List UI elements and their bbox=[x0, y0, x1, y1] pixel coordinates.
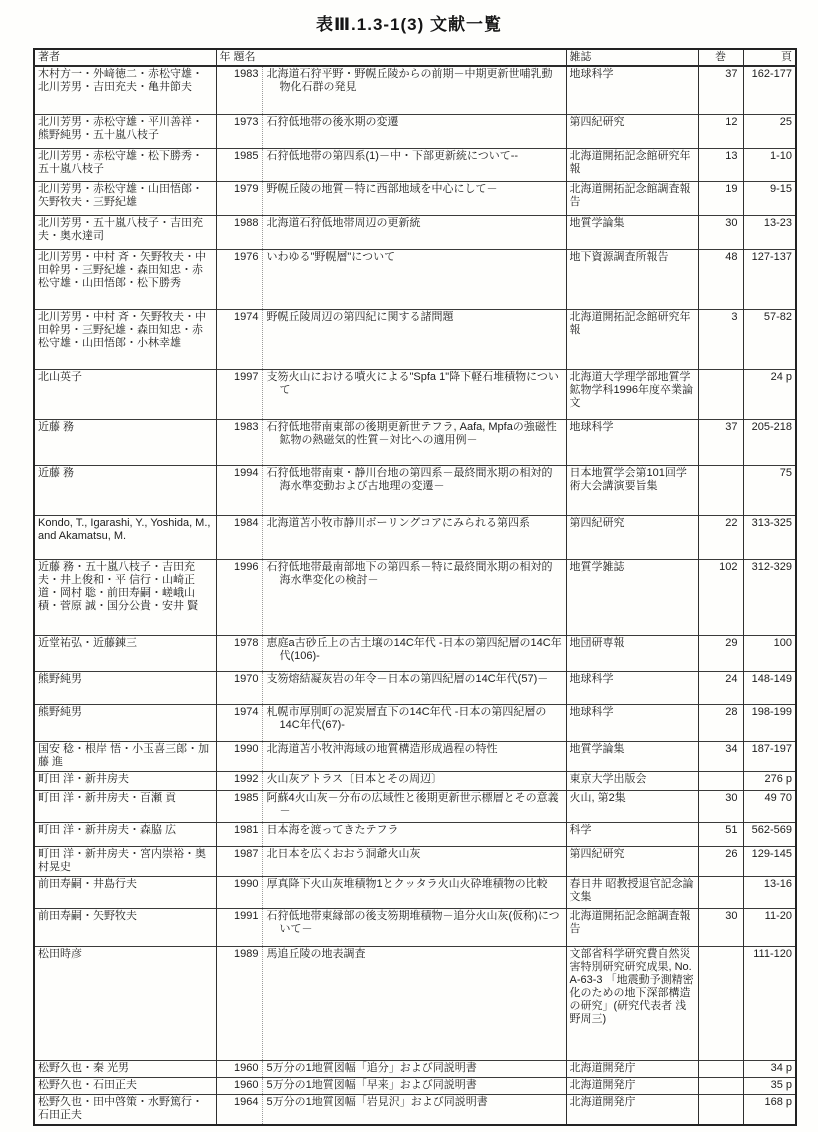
journal-cell: 文部省科学研究費自然災害特別研究研究成果, No. A-63-3 「地震動予測精密化のための地下深部構造の研究」(研究代表者 浅野周三) bbox=[566, 946, 698, 1060]
year-cell: 1991 bbox=[216, 908, 262, 946]
journal-cell: 地球科学 bbox=[566, 419, 698, 465]
author-cell: 松野久也・石田正夫 bbox=[34, 1077, 216, 1094]
author-cell: 近藤 務 bbox=[34, 419, 216, 465]
journal-cell: 地球科学 bbox=[566, 66, 698, 114]
page-cell: 11-20 bbox=[743, 908, 796, 946]
year-cell: 1984 bbox=[216, 515, 262, 559]
table-row bbox=[34, 369, 796, 419]
author-cell: 熊野純男 bbox=[34, 671, 216, 704]
table-row bbox=[34, 419, 796, 465]
year-cell: 1997 bbox=[216, 369, 262, 419]
volume-cell bbox=[698, 369, 743, 419]
table-row bbox=[34, 309, 796, 369]
table-row bbox=[34, 704, 796, 741]
journal-cell: 地団研専報 bbox=[566, 635, 698, 671]
title-cell: 5万分の1地質図幅「岩見沢」および同説明書 bbox=[262, 1094, 566, 1125]
journal-cell: 北海道開拓記念館研究年報 bbox=[566, 148, 698, 181]
author-cell: 町田 洋・新井房夫 bbox=[34, 771, 216, 790]
page-cell: 148-149 bbox=[743, 671, 796, 704]
page-cell: 187-197 bbox=[743, 741, 796, 771]
volume-cell bbox=[698, 946, 743, 1060]
volume-cell: 37 bbox=[698, 66, 743, 114]
table-row bbox=[34, 635, 796, 671]
author-cell: Kondo, T., Igarashi, Y., Yoshida, M., and Akamatsu, M. bbox=[34, 515, 216, 559]
journal-cell: 地質学雑誌 bbox=[566, 559, 698, 635]
year-cell: 1979 bbox=[216, 181, 262, 215]
year-cell: 1973 bbox=[216, 114, 262, 148]
table-row bbox=[34, 114, 796, 148]
volume-cell bbox=[698, 465, 743, 515]
volume-cell: 37 bbox=[698, 419, 743, 465]
page-cell: 1-10 bbox=[743, 148, 796, 181]
volume-cell: 30 bbox=[698, 790, 743, 822]
table-row bbox=[34, 876, 796, 908]
year-cell: 1990 bbox=[216, 876, 262, 908]
volume-cell: 3 bbox=[698, 309, 743, 369]
table-row bbox=[34, 465, 796, 515]
volume-cell: 26 bbox=[698, 846, 743, 876]
author-cell: 北川芳男・中村 斉・矢野牧夫・中田幹男・三野紀雄・森田知忠・赤松守雄・山田悟郎・松下勝秀 bbox=[34, 249, 216, 309]
volume-cell: 102 bbox=[698, 559, 743, 635]
journal-cell: 地球科学 bbox=[566, 704, 698, 741]
author-cell: 前田寿嗣・矢野牧夫 bbox=[34, 908, 216, 946]
year-cell: 1964 bbox=[216, 1094, 262, 1125]
author-cell: 北川芳男・中村 斉・矢野牧夫・中田幹男・三野紀雄・森田知忠・赤松守雄・山田悟郎・小林幸雄 bbox=[34, 309, 216, 369]
page-cell: 198-199 bbox=[743, 704, 796, 741]
volume-cell: 13 bbox=[698, 148, 743, 181]
page-cell: 127-137 bbox=[743, 249, 796, 309]
author-cell: 北川芳男・赤松守雄・平川善祥・熊野純男・五十嵐八枝子 bbox=[34, 114, 216, 148]
page-cell: 313-325 bbox=[743, 515, 796, 559]
title-cell: 野幌丘陵の地質－特に西部地域を中心にして－ bbox=[262, 181, 566, 215]
title-cell: 野幌丘陵周辺の第四紀に関する諸問題 bbox=[262, 309, 566, 369]
table-row bbox=[34, 559, 796, 635]
column-header-year-title: 年 題名 bbox=[216, 49, 566, 66]
journal-cell: 科学 bbox=[566, 822, 698, 846]
year-cell: 1989 bbox=[216, 946, 262, 1060]
year-cell: 1985 bbox=[216, 790, 262, 822]
table-row bbox=[34, 215, 796, 249]
page-cell: 276 p bbox=[743, 771, 796, 790]
title-cell: 5万分の1地質図幅「早来」および同説明書 bbox=[262, 1077, 566, 1094]
title-cell: 石狩低地帯の第四系(1)－中・下部更新統について-- bbox=[262, 148, 566, 181]
volume-cell: 12 bbox=[698, 114, 743, 148]
author-cell: 近堂祐弘・近藤錬三 bbox=[34, 635, 216, 671]
year-cell: 1992 bbox=[216, 771, 262, 790]
table-row bbox=[34, 946, 796, 1060]
journal-cell: 第四紀研究 bbox=[566, 846, 698, 876]
page-cell: 168 p bbox=[743, 1094, 796, 1125]
journal-cell: 日本地質学会第101回学術大会講演要旨集 bbox=[566, 465, 698, 515]
table-body bbox=[34, 66, 796, 1125]
author-cell: 木村方一・外﨑徳二・赤松守雄・北川芳男・吉田充夫・亀井節夫 bbox=[34, 66, 216, 114]
volume-cell bbox=[698, 1077, 743, 1094]
page-cell: 13-23 bbox=[743, 215, 796, 249]
table-row bbox=[34, 822, 796, 846]
journal-cell: 北海道開発庁 bbox=[566, 1060, 698, 1077]
title-cell: いわゆる"野幌層"について bbox=[262, 249, 566, 309]
table-row bbox=[34, 846, 796, 876]
title-cell: 石狩低地帯東縁部の後支笏期堆積物－追分火山灰(仮称)について－ bbox=[262, 908, 566, 946]
table-row bbox=[34, 515, 796, 559]
page-cell: 34 p bbox=[743, 1060, 796, 1077]
year-cell: 1994 bbox=[216, 465, 262, 515]
year-cell: 1960 bbox=[216, 1077, 262, 1094]
table-row bbox=[34, 1060, 796, 1077]
author-cell: 近藤 務・五十嵐八枝子・吉田充夫・井上俊和・平 信行・山崎正道・岡村 聡・前田寿嗣・嵯峨山積・菅原 誠・国分公貴・安井 賢 bbox=[34, 559, 216, 635]
author-cell: 松野久也・秦 光男 bbox=[34, 1060, 216, 1077]
volume-cell: 28 bbox=[698, 704, 743, 741]
year-cell: 1974 bbox=[216, 704, 262, 741]
author-cell: 松田時彦 bbox=[34, 946, 216, 1060]
author-cell: 国安 稔・根岸 悟・小玉喜三郎・加藤 進 bbox=[34, 741, 216, 771]
year-cell: 1996 bbox=[216, 559, 262, 635]
journal-cell: 東京大学出版会 bbox=[566, 771, 698, 790]
page-cell: 35 p bbox=[743, 1077, 796, 1094]
author-cell: 近藤 務 bbox=[34, 465, 216, 515]
table-row bbox=[34, 790, 796, 822]
journal-cell: 北海道開拓記念館調査報告 bbox=[566, 181, 698, 215]
literature-table bbox=[33, 48, 797, 1126]
table-row bbox=[34, 148, 796, 181]
journal-cell: 北海道大学理学部地質学鉱物学科1996年度卒業論文 bbox=[566, 369, 698, 419]
year-cell: 1970 bbox=[216, 671, 262, 704]
volume-cell: 51 bbox=[698, 822, 743, 846]
page-cell: 100 bbox=[743, 635, 796, 671]
title-cell: 北海道石狩低地帯周辺の更新統 bbox=[262, 215, 566, 249]
volume-cell bbox=[698, 1060, 743, 1077]
column-header-author: 著者 bbox=[34, 49, 216, 66]
page-cell: 24 p bbox=[743, 369, 796, 419]
title-cell: 厚真降下火山灰堆積物1とクッタラ火山火砕堆積物の比較 bbox=[262, 876, 566, 908]
year-cell: 1983 bbox=[216, 419, 262, 465]
title-cell: 北海道石狩平野・野幌丘陵からの前期－中期更新世哺乳動物化石群の発見 bbox=[262, 66, 566, 114]
title-cell: 日本海を渡ってきたテフラ bbox=[262, 822, 566, 846]
year-cell: 1981 bbox=[216, 822, 262, 846]
title-cell: 支笏熔結凝灰岩の年令－日本の第四紀層の14C年代(57)－ bbox=[262, 671, 566, 704]
column-header-volume: 巻 bbox=[698, 49, 743, 66]
page-cell: 162-177 bbox=[743, 66, 796, 114]
title-cell: 恵庭a古砂丘上の古土壌の14C年代 -日本の第四紀層の14C年代(106)- bbox=[262, 635, 566, 671]
volume-cell: 22 bbox=[698, 515, 743, 559]
year-cell: 1987 bbox=[216, 846, 262, 876]
author-cell: 町田 洋・新井房夫・森脇 広 bbox=[34, 822, 216, 846]
title-cell: 石狩低地帯の後氷期の変遷 bbox=[262, 114, 566, 148]
page-cell: 9-15 bbox=[743, 181, 796, 215]
author-cell: 北川芳男・赤松守雄・松下勝秀・五十嵐八枝子 bbox=[34, 148, 216, 181]
column-header-page: 頁 bbox=[743, 49, 796, 66]
journal-cell: 第四紀研究 bbox=[566, 515, 698, 559]
volume-cell: 34 bbox=[698, 741, 743, 771]
title-cell: 北日本を広くおおう洞爺火山灰 bbox=[262, 846, 566, 876]
table-row bbox=[34, 181, 796, 215]
page-cell: 129-145 bbox=[743, 846, 796, 876]
year-cell: 1974 bbox=[216, 309, 262, 369]
journal-cell: 地質学論集 bbox=[566, 741, 698, 771]
volume-cell: 24 bbox=[698, 671, 743, 704]
author-cell: 町田 洋・新井房夫・宮内崇裕・奥村晃史 bbox=[34, 846, 216, 876]
title-cell: 石狩低地帯南東部の後期更新世テフラ, Aafa, Mpfaの強磁性鉱物の熱磁気的性質－対比への適用例－ bbox=[262, 419, 566, 465]
page-cell: 562-569 bbox=[743, 822, 796, 846]
table-row bbox=[34, 1077, 796, 1094]
title-cell: 支笏火山における噴火による"Spfa 1"降下軽石堆積物について bbox=[262, 369, 566, 419]
table-row bbox=[34, 908, 796, 946]
journal-cell: 火山, 第2集 bbox=[566, 790, 698, 822]
table-row bbox=[34, 66, 796, 114]
title-cell: 石狩低地帯最南部地下の第四系－特に最終間氷期の相対的海水準変化の検討－ bbox=[262, 559, 566, 635]
year-cell: 1960 bbox=[216, 1060, 262, 1077]
page-title: 表Ⅲ.1.3-1(3) 文献一覧 bbox=[315, 15, 503, 34]
volume-cell: 48 bbox=[698, 249, 743, 309]
title-cell: 札幌市厚別町の泥炭層直下の14C年代 -日本の第四紀層の14C年代(67)- bbox=[262, 704, 566, 741]
volume-cell: 29 bbox=[698, 635, 743, 671]
volume-cell bbox=[698, 1094, 743, 1125]
author-cell: 松野久也・田中啓策・水野篤行・石田正夫 bbox=[34, 1094, 216, 1125]
title-cell: 火山灰アトラス〔日本とその周辺〕 bbox=[262, 771, 566, 790]
table-row bbox=[34, 771, 796, 790]
volume-cell: 19 bbox=[698, 181, 743, 215]
column-header-journal: 雑誌 bbox=[566, 49, 698, 66]
table-row bbox=[34, 249, 796, 309]
page-cell: 57-82 bbox=[743, 309, 796, 369]
page-cell: 25 bbox=[743, 114, 796, 148]
page-cell: 111-120 bbox=[743, 946, 796, 1060]
author-cell: 北川芳男・赤松守雄・山田悟郎・矢野牧夫・三野紀雄 bbox=[34, 181, 216, 215]
title-cell: 北海道苫小牧沖海域の地質構造形成過程の特性 bbox=[262, 741, 566, 771]
page-cell: 312-329 bbox=[743, 559, 796, 635]
volume-cell bbox=[698, 876, 743, 908]
journal-cell: 北海道開発庁 bbox=[566, 1077, 698, 1094]
author-cell: 熊野純男 bbox=[34, 704, 216, 741]
year-cell: 1988 bbox=[216, 215, 262, 249]
header-row bbox=[34, 49, 796, 66]
author-cell: 町田 洋・新井房夫・百瀬 貢 bbox=[34, 790, 216, 822]
year-cell: 1978 bbox=[216, 635, 262, 671]
journal-cell: 地質学論集 bbox=[566, 215, 698, 249]
journal-cell: 地下資源調査所報告 bbox=[566, 249, 698, 309]
title-cell: 石狩低地帯南東・静川台地の第四系－最終間氷期の相対的海水準変動および古地理の変遷－ bbox=[262, 465, 566, 515]
volume-cell: 30 bbox=[698, 215, 743, 249]
title-cell: 5万分の1地質図幅「追分」および同説明書 bbox=[262, 1060, 566, 1077]
table-row bbox=[34, 1094, 796, 1125]
journal-cell: 北海道開発庁 bbox=[566, 1094, 698, 1125]
journal-cell: 地球科学 bbox=[566, 671, 698, 704]
author-cell: 前田寿嗣・井島行夫 bbox=[34, 876, 216, 908]
year-cell: 1983 bbox=[216, 66, 262, 114]
year-cell: 1985 bbox=[216, 148, 262, 181]
year-cell: 1976 bbox=[216, 249, 262, 309]
author-cell: 北山英子 bbox=[34, 369, 216, 419]
title-cell: 北海道苫小牧市静川ボーリングコアにみられる第四系 bbox=[262, 515, 566, 559]
table-row bbox=[34, 741, 796, 771]
table-row bbox=[34, 671, 796, 704]
page-cell: 49 70 bbox=[743, 790, 796, 822]
year-cell: 1990 bbox=[216, 741, 262, 771]
journal-cell: 第四紀研究 bbox=[566, 114, 698, 148]
title-cell: 阿蘇4火山灰－分布の広域性と後期更新世示標層とその意義－ bbox=[262, 790, 566, 822]
page-cell: 75 bbox=[743, 465, 796, 515]
journal-cell: 北海道開拓記念館研究年報 bbox=[566, 309, 698, 369]
page-cell: 205-218 bbox=[743, 419, 796, 465]
volume-cell bbox=[698, 771, 743, 790]
journal-cell: 北海道開拓記念館調査報告 bbox=[566, 908, 698, 946]
author-cell: 北川芳男・五十嵐八枝子・吉田充夫・奥水達司 bbox=[34, 215, 216, 249]
page-cell: 13-16 bbox=[743, 876, 796, 908]
table-header bbox=[34, 49, 796, 66]
title-cell: 馬追丘陵の地表調査 bbox=[262, 946, 566, 1060]
volume-cell: 30 bbox=[698, 908, 743, 946]
journal-cell: 春日井 昭教授退官記念論文集 bbox=[566, 876, 698, 908]
